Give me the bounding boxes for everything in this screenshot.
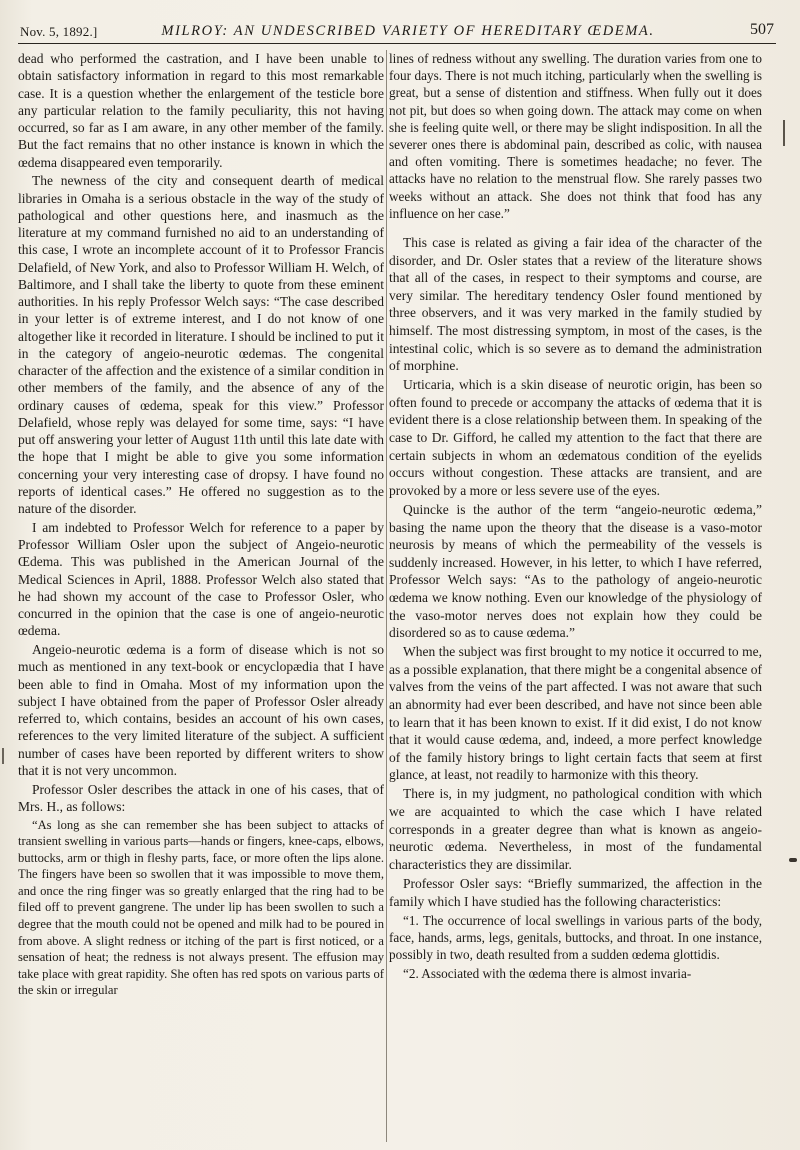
- margin-mark: [2, 748, 4, 764]
- paragraph: dead who performed the castration, and I have been unable to obtain satisfactory information in regard to this most remarkable case. It is a question whether the enlargement of the testicle bore any particular relation to the family peculiarity, this not having occurred, so far as I am aware, in any other member of the family. But the fact remains that no other instance is known in which the œdema disappeared even temporarily.: [18, 51, 384, 170]
- header-date: Nov. 5, 1892.]: [20, 24, 98, 39]
- header-title: MILROY: AN UNDESCRIBED VARIETY OF HEREDITARY ŒDEMA.: [161, 23, 655, 39]
- block-quote: “1. The occurrence of local swellings in various parts of the body, face, hands, arms, legs, genitals, buttocks, and throat. In one instance, possibly in two, death resulted from a sudden œdema glottidis.: [389, 912, 762, 962]
- paragraph: Urticaria, which is a skin disease of neurotic origin, has been so often found to precede or accompany the attacks of œdema that it is evident there is a close relationship between them. In speaking of the case to Dr. Gifford, he called my attention to the fact that there are certain subjects in whom an œdematous condition of the eyelids occurs without congestion. These attacks are transient, and are provoked by a more or less severe use of the eyes.: [389, 377, 762, 498]
- paragraph: The newness of the city and consequent dearth of medical libraries in Omaha is a serious obstacle in the way of the study of pathological and other questions here, and inasmuch as the literature at my command furnished no aid to an understanding of this case, I wrote an incomplete account of it to Professor Francis Delafield, of New York, and also to Professor William H. Welch, of Baltimore, and I shall take the liberty to quote from these eminent authorities. In his reply Professor Welch says: “The case described in your letter is of extreme interest, and I do not know of one altogether like it recorded in literature. I should be inclined to put it in the category of angeio-neurotic œdemas. The congenital character of the affection and the existence of a similar condition in other members of the family, and the absence of any of the ordinary causes of œdema, speak for this view.” Professor Delafield, whose reply was delayed for some time, says: “I have put off answering your letter of August 11th until this late date with the hope that I might be able to give you some information concerning your very interesting case of dropsy. I have found no reports of identical cases.” He offered no suggestion as to the nature of the disorder.: [18, 173, 384, 516]
- paragraph: Angeio-neurotic œdema is a form of disease which is not so much as mentioned in any text-book or encyclopædia that I have been able to find in Omaha. Most of my information upon the subject I have obtained from the paper of Professor Osler already referred to, which contains, besides an account of his own cases, references to the very limited literature of the subject. A sufficient number of cases have been reported by different writers to show that it is not very uncommon.: [18, 642, 384, 778]
- left-column: [18, 50, 384, 1142]
- running-header: [18, 20, 776, 44]
- paragraph: This case is related as giving a fair idea of the character of the disorder, and Dr. Osler states that a review of the literature shows that all of the cases, in respect to their symptoms and course, are very similar. The hereditary tendency Osler found mentioned by three observers, and it was very marked in the family studied by himself. The most distressing symptom, in most of the cases, is the intestinal colic, which is so severe as to demand the administration of morphine.: [389, 235, 762, 374]
- block-quote: lines of redness without any swelling. The duration varies from one to four days. There is not much itching, particularly when the swelling is great, but a sense of distention and stiffness. When fully out it does not pit, but does so when going down. The attack may come on when she is feeling quite well, or there may be slight indisposition. In all the severer ones there is abdominal pain, described as colic, with nausea and often vomiting. There is sometimes headache; no fever. The attacks have no relation to the menstrual flow. She rarely passes two weeks without an attack. She does not think that food has any influence on her case.”: [389, 51, 762, 221]
- column-divider: [386, 50, 387, 1142]
- paragraph: Quincke is the author of the term “angeio-neurotic œdema,” basing the name upon the theory that the disease is a vaso-motor neurosis by means of which the permeability of the vessels is suddenly increased. However, in his letter, to which I have referred, Professor Welch says: “As to the pathology of angeio-neurotic œdema we know nothing. Even our knowledge of the physiology of the vaso-motor nerves does not explain how they could be disordered so as to cause œdema.”: [389, 501, 762, 641]
- margin-mark: [783, 120, 785, 146]
- paragraph: I am indebted to Professor Welch for reference to a paper by Professor William Osler upon the subject of Angeio-neurotic Œdema. This was published in the American Journal of the Medical Sciences in April, 1888. Professor Welch also stated that he had shown my account of the case to Professor Osler, who concurred in the opinion that the case is one of angeio-neurotic œdema.: [18, 519, 384, 639]
- block-quote: “As long as she can remember she has been subject to attacks of transient swelling in various parts—hands or fingers, knee-caps, elbows, buttocks, arm or thigh in fleshy parts, face, or more often the lips alone. The fingers have been so swollen that it was impossible to move them, and once the ring finger was so greatly enlarged that the ring had to be filed off to prevent gangrene. The under lip has been swollen to such a degree that the mouth could not be opened and milk had to be poured in from above. A slight redness or itching of the part is first noticed, or a sensation of heat; the redness is not always present. The effusion may take place with great rapidity. She often has red spots on various parts of the skin or irregular: [18, 817, 384, 998]
- right-column: [389, 50, 762, 1142]
- paragraph: When the subject was first brought to my notice it occurred to me, as a possible explanation, that there might be a congenital absence of valves from the veins of the part affected. I was not aware that such an abnormity had ever been described, and have not since been able to learn that it has been known to exist. If it did exist, I do not know that it would cause œdema, and, indeed, a more perfect knowledge of the family history brings to light certain facts that seem at first glance, at least, not readily to harmonize with this theory.: [389, 644, 762, 783]
- paragraph: Professor Osler says: “Briefly summarized, the affection in the family which I have studied has the following characteristics:: [389, 875, 762, 909]
- paragraph: There is, in my judgment, no pathological condition with which we are acquainted to which the case which I have related corresponds in a greater degree than what is known as angeio-neurotic œdema. Nevertheless, in most of the fundamental characteristics they are dissimilar.: [389, 786, 762, 872]
- block-quote: “2. Associated with the œdema there is almost invaria-: [403, 965, 692, 981]
- margin-mark: [789, 858, 797, 862]
- page-number: 507: [750, 21, 774, 38]
- paragraph: Professor Osler describes the attack in one of his cases, that of Mrs. H., as follows:: [18, 781, 384, 814]
